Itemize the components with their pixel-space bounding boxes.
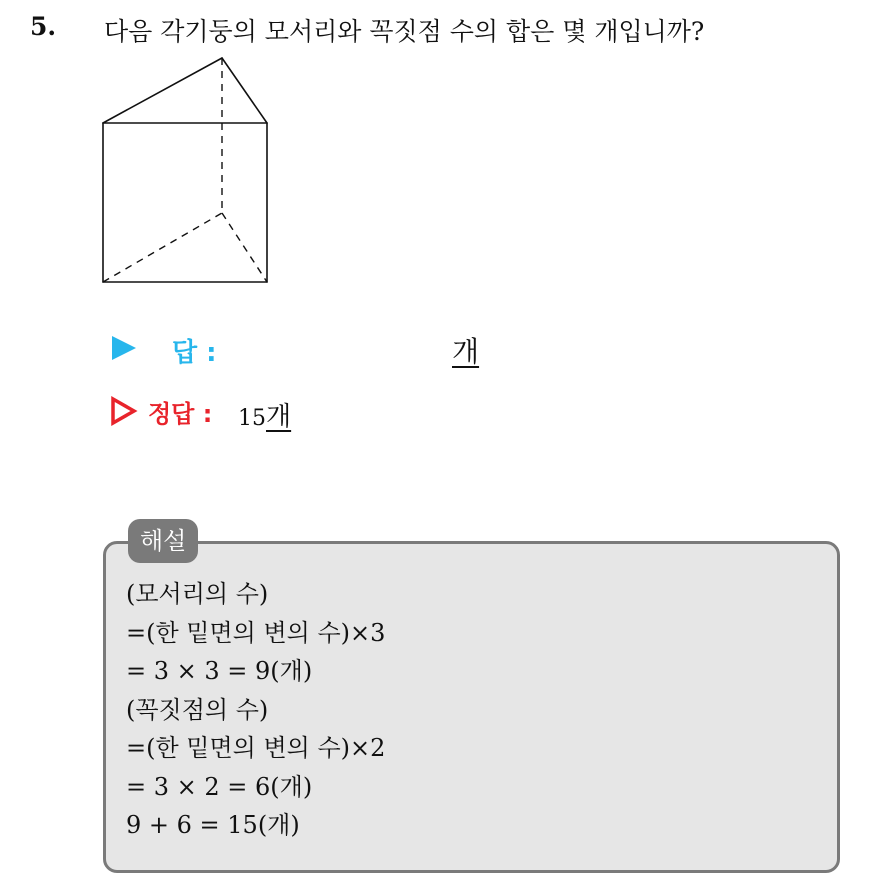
answer-row <box>110 330 530 370</box>
question-text: 다음 각기둥의 모서리와 꼭짓점 수의 합은 몇 개입니까? <box>104 17 705 46</box>
explanation-line: (모서리의 수) <box>126 580 269 608</box>
explanation-line: (꼭짓점의 수) <box>126 695 269 724</box>
explanation-line: =(한 밑면의 변의 수)×3 <box>126 618 386 647</box>
explanation-line: 9 + 6 = 15(개) <box>126 811 300 839</box>
filled-right-triangle-icon <box>112 336 136 360</box>
triangular-prism-figure <box>95 50 275 290</box>
question-number: 5. <box>30 12 57 41</box>
prism-edge <box>103 58 222 123</box>
prism-hidden-edge <box>222 213 267 282</box>
explanation-line: = 3 × 2 = 6(개) <box>126 772 313 801</box>
answer-unit: 개 <box>452 335 480 368</box>
explanation-line: = 3 × 3 = 9(개) <box>126 657 313 685</box>
prism-hidden-edge <box>103 213 222 282</box>
correct-answer-row <box>110 392 410 432</box>
correct-answer-value: 15 <box>238 406 266 431</box>
explanation-line: =(한 밑면의 변의 수)×2 <box>126 734 386 762</box>
outline-right-triangle-icon <box>110 396 138 426</box>
prism-edge <box>222 58 267 123</box>
explanation-lines <box>126 575 385 845</box>
answer-label: 답 : <box>172 338 217 368</box>
explanation-tag: 해설 <box>128 519 198 563</box>
correct-answer-value-group <box>238 396 291 433</box>
correct-answer-label: 정답 : <box>148 400 213 428</box>
correct-answer-unit: 개 <box>266 402 292 432</box>
